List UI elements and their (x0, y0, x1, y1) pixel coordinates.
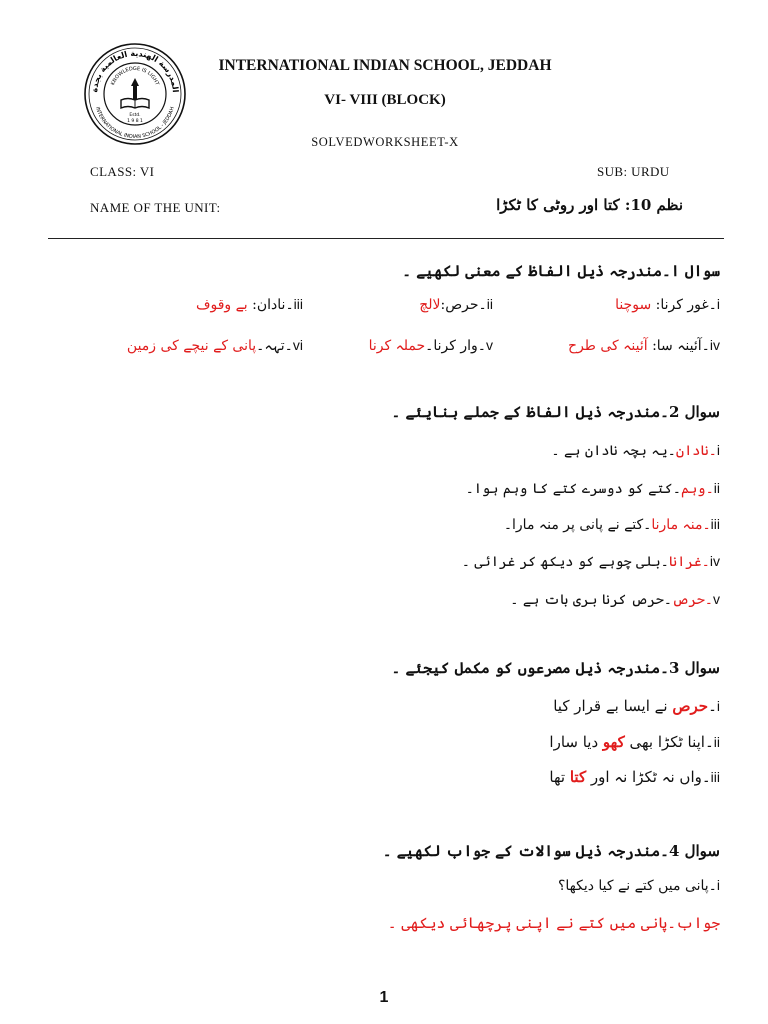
item-pre: ۔اپنا ٹکڑا بھی (624, 733, 714, 751)
item-number: v (713, 591, 720, 607)
item-post: تھا (549, 768, 570, 786)
q3-item-iii (549, 768, 720, 786)
item-sentence: ۔کتے کو دوسرے کتے کا وہم ہوا۔ (465, 481, 681, 497)
q2-item-i (551, 442, 720, 459)
class-label: CLASS: VI (90, 164, 155, 179)
item-number: i (716, 698, 720, 714)
q1-item-vi (127, 337, 303, 354)
logo-english-ring: INTERNATIONAL INDIAN SCHOOL - JEDDAH (94, 106, 176, 141)
q4-answer: جواب۔پانی میں کتے نے اپنی پرچھائی دیکھی ۔ (387, 914, 720, 932)
q2-item-ii (466, 480, 720, 497)
item-sentence: ۔کتے نے پانی پر منہ مارا۔ (503, 517, 652, 533)
item-word: ۔منہ مارنا (651, 517, 711, 533)
q1-item-i (615, 296, 720, 313)
item-answer: لالچ (419, 297, 441, 313)
q1-item-v (369, 337, 493, 354)
item-number: vi (292, 337, 303, 353)
q1-item-iii (196, 296, 303, 313)
q2-item-iv (462, 553, 720, 570)
logo-est: Estd. (129, 113, 141, 118)
q2-item-iii (504, 516, 720, 533)
header-divider (48, 238, 724, 239)
item-number: iii (710, 769, 720, 785)
item-number: iii (293, 296, 303, 312)
item-sentence: ۔یہ بچہ نادان ہے ۔ (551, 443, 676, 459)
item-word: ۔وہم (680, 481, 714, 497)
item-word: ۔وار کرنا۔ (425, 338, 486, 354)
logo-arabic-ring: المدرسة الهندية العالمية بجدة (89, 48, 180, 93)
item-answer: سوچنا (615, 297, 652, 313)
logo-motto: KNOWLEDGE IS LIGHT (110, 65, 160, 87)
item-word: ۔نادان (675, 443, 717, 459)
item-pre: ۔واں نہ ٹکڑا نہ اور (586, 768, 711, 786)
q1-item-ii (419, 296, 493, 313)
worksheet-title: SOLVEDWORKSHEET-X (311, 135, 459, 149)
item-number: i (716, 296, 720, 312)
item-word: ۔تہہ۔ (256, 338, 293, 354)
subject-label: SUB: URDU (597, 164, 670, 179)
item-word: ۔حرص (671, 592, 713, 608)
school-name: INTERNATIONAL INDIAN SCHOOL, JEDDAH (218, 57, 552, 74)
item-question: ۔پانی میں کتے نے کیا دیکھا؟ (557, 878, 717, 894)
question-4-title: سوال 4۔مندرجہ ذیل سوالات کے جواب لکھیے ۔ (382, 842, 720, 860)
q2-item-v (510, 591, 720, 608)
item-number: iv (709, 553, 720, 569)
item-word: ۔نادان: (252, 297, 294, 313)
q3-item-ii (549, 733, 720, 751)
item-number: i (716, 877, 720, 893)
item-word: ۔حرص: (440, 297, 487, 313)
item-number: ii (713, 734, 720, 750)
logo-year: 1 9 8 1 (127, 119, 143, 124)
item-blank-answer: حرص (672, 697, 709, 715)
item-number: v (486, 337, 493, 353)
item-number: ii (486, 296, 493, 312)
item-post: دیا سارا (549, 733, 603, 751)
item-sentence: ۔حرص کرنا بری بات ہے ۔ (510, 592, 672, 608)
item-answer: حملہ کرنا (368, 338, 426, 354)
item-number: i (716, 442, 720, 458)
q1-item-iv (568, 337, 720, 354)
item-sentence: ۔بلی چوہے کو دیکھ کر غرائی ۔ (461, 554, 669, 570)
item-number: iii (710, 516, 720, 532)
item-answer: پانی کے نیچے کی زمین (126, 338, 257, 354)
page-number: 1 (379, 989, 389, 1006)
q4-question (558, 877, 720, 894)
item-post: نے ایسا بے قرار کیا (553, 697, 673, 715)
item-blank-answer: کتا (569, 768, 587, 786)
unit-label: NAME OF THE UNIT: (90, 200, 221, 215)
item-number: ii (713, 480, 720, 496)
question-2-title: سوال 2۔مندرجہ ذیل الفاظ کے جملے بنایئے ۔ (391, 403, 720, 421)
item-word: ۔غرانا (668, 554, 710, 570)
item-pre: ۔ (708, 697, 717, 715)
item-answer: بے وقوف (195, 297, 248, 313)
item-answer: آئینہ کی طرح (568, 338, 648, 354)
item-blank-answer: کھو (602, 733, 625, 751)
item-number: iv (709, 337, 720, 353)
block-title: VI- VIII (BLOCK) (324, 92, 446, 108)
item-word: ۔آئینہ سا: (652, 338, 710, 354)
question-1-title: سوال ا۔مندرجہ ذیل الفاظ کے معنی لکھیے ۔ (402, 262, 720, 280)
question-3-title: سوال 3۔مندرجہ ذیل مصرعوں کو مکمل کیجئے ۔ (391, 659, 720, 677)
unit-name: نظم 10: کتا اور روٹی کا ٹکڑا (496, 196, 683, 214)
q3-item-i (553, 697, 720, 715)
item-word: ۔غور کرنا: (655, 297, 717, 313)
